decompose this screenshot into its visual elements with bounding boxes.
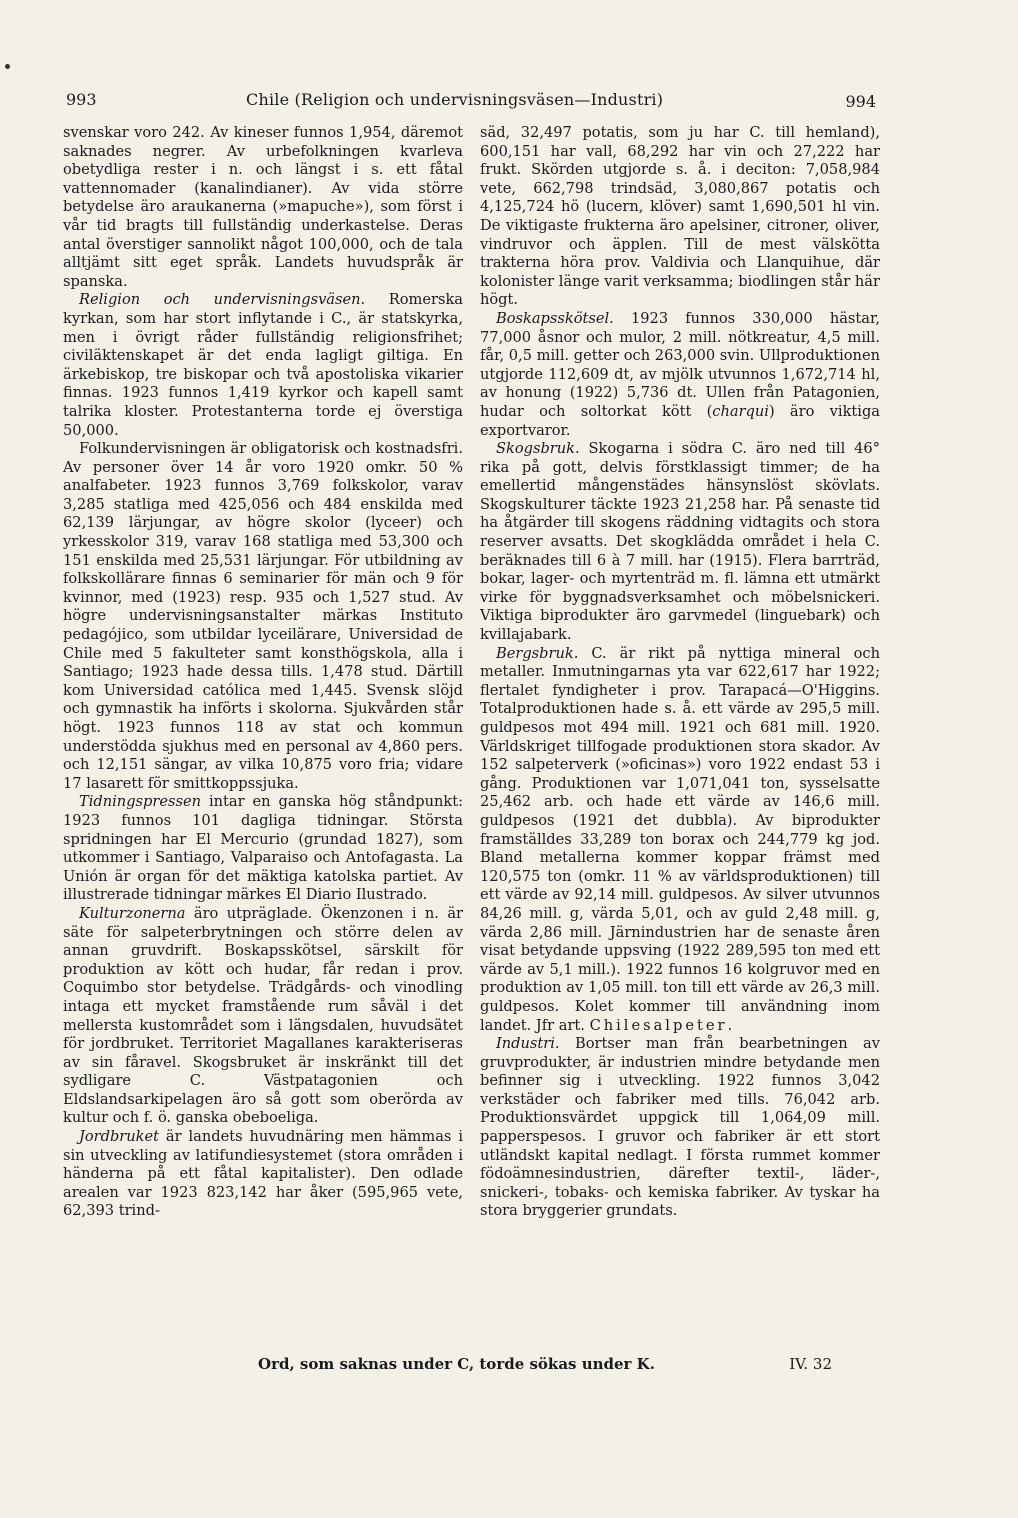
paragraph-agriculture: Jordbruket är landets huvudnäring men hämmas i sin utveckling av latifundiesystemet (stora områden i händerna på ett fåtal kapitalister). Den odlade arealen var 1923 823,142 har åker (595,965 vete, 62,393 trind- bbox=[63, 1128, 463, 1220]
paragraph-forestry: Skogsbruk. Skogarna i södra C. äro ned till 46° rika på gott, delvis förstklassigt timmer; de ha emellertid mångenstädes hänsynslöst skövlats. Skogskulturer täckte 1923 21,258 har. På senaste tid ha åtgärder till skogens räddning vidtagits och stora reserver avsatts. Det skogklädda området i hela C. beräknades till 6 à 7 mill. har (1915). Flera barrträd, bokar, lager- och myrtenträd m. fl. lämna ett utmärkt virke för byggnadsverksamhet och möbelsnickeri. Viktiga biprodukter äro garvmedel (linguebark) och kvillajabark. bbox=[480, 440, 880, 644]
running-title: Chile (Religion och undervisningsväsen—Industri) bbox=[246, 90, 664, 109]
section-heading-agriculture: Jordbruket bbox=[79, 1128, 160, 1146]
page-number-left: 993 bbox=[66, 90, 97, 109]
paragraph-press: Tidningspressen intar en ganska hög ståndpunkt: 1923 funnos 101 dagliga tidningar. Största spridningen har El Mercurio (grundad 1827), som utkommer i Santiago, Valparaiso och Antofagasta. La Unión är organ för det mäktiga katolska partiet. Av illustrerade tidningar märkes El Diario Ilustrado. bbox=[63, 793, 463, 904]
section-heading-livestock: Boskapsskötsel. bbox=[496, 309, 614, 327]
page-number-right: 994 bbox=[845, 92, 876, 111]
paragraph-mining: Bergsbruk. C. är rikt på nyttiga mineral och metaller. Inmutningarnas yta var 622,617 har 1922; flertalet fyndigheter i prov. Tarapacá—O'Higgins. Totalproduktionen hade s. å. ett värde av 295,5 mill. guldpesos mot 494 mill. 1921 och 681 mill. 1920. Världskriget tillfogade produktionen stora skador. Av 152 salpeterverk (»oficinas») voro 1922 endast 53 i gång. Produktionen var 1,071,041 ton, sysselsatte 25,462 arb. och hade ett värde av 146,6 mill. guldpesos (1921 det dubbla). Av biprodukter framställdes 33,289 ton borax och 244,779 kg jod. Bland metallerna kommer koppar främst med 120,575 ton (omkr. 11 % av världsproduktionen) till ett värde av 92,14 mill. guldpesos. Av silver utvunnos 84,26 mill. g, värda 5,01, och av guld 2,48 mill. g, värda 2,86 mill. Järnindustrien har de senaste åren visat betydande uppsving (1922 289,595 ton med ett värde av 5,1 mill.). 1922 funnos 16 kolgruvor med en produktion av 1,05 mill. ton till ett värde av 26,3 mill. guldpesos. Kolet kommer till användning inom landet. Jfr art. Chilesalpeter. bbox=[480, 644, 880, 1034]
section-heading-press: Tidningspressen bbox=[79, 793, 202, 811]
section-heading-forestry: Skogsbruk. bbox=[496, 440, 580, 458]
left-column bbox=[63, 124, 463, 1221]
footer-note: Ord, som saknas under C, torde sökas under K. bbox=[258, 1355, 655, 1373]
section-heading-religion: Religion och undervisningsväsen. bbox=[79, 291, 366, 309]
signature-mark: IV. 32 bbox=[789, 1355, 832, 1373]
paragraph-population: svenskar voro 242. Av kineser funnos 1,954, däremot saknades negrer. Av urbefolkningen kvarleva obetydliga rester i n. och längst i s. ett fåtal vattennomader (kanalindianer). Av vida större betydelse äro araukanerna (»mapuche»), som först i vår tid bragts till fullständig underkastelse. Deras antal överstiger sannolikt något 100,000, och de tala alltjämt sitt eget språk. Landets huvudspråk är spanska. bbox=[63, 124, 463, 290]
paragraph-religion: Religion och undervisningsväsen. Romerska kyrkan, som har stort inflytande i C., är statskyrka, men i övrigt råder fullständig religionsfrihet; civiläktenskapet är det enda lagligt giltiga. En ärkebiskop, tre biskopar och två apostoliska vikarier finnas. 1923 funnos 1,419 kyrkor och kapell samt talrika kloster. Protestanterna torde ej överstiga 50,000. bbox=[63, 291, 463, 439]
page-footer bbox=[258, 1355, 838, 1377]
margin-mark bbox=[5, 64, 10, 69]
cross-reference: Chilesalpeter bbox=[589, 1016, 728, 1034]
paragraph-education: Folkundervisningen är obligatorisk och kostnadsfri. Av personer över 14 år voro 1920 omkr. 50 % analfabeter. 1923 funnos 3,769 folkskolor, varav 3,285 statliga med 425,056 och 484 enskilda med 62,139 lärjungar, av högre skolor (lyceer) och yrkesskolor 319, varav 168 statliga med 53,300 och 151 enskilda med 25,531 lärjungar. För utbildning av folkskollärare finnas 6 seminarier för män och 9 för kvinnor, med (1923) resp. 935 och 1,527 stud. Av högre undervisningsanstalter märkas Instituto pedagójico, som utbildar lyceilärare, Universidad de Chile med 5 fakulteter samt konsthögskola, alla i Santiago; 1923 hade dessa tills. 1,478 stud. Därtill kom Universidad católica med 1,445. Svensk slöjd och gymnastik ha införts i skolorna. Sjukvården står högt. 1923 funnos 118 av stat och kommun understödda sjukhus med en personal av 4,860 pers. och 12,151 sängar, av vilka 10,875 voro fria; vidare 17 lasarett för smittkoppssjuka. bbox=[63, 440, 463, 792]
page-header bbox=[64, 88, 884, 114]
paragraph-culture-zones: Kulturzonerna äro utpräglade. Ökenzonen i n. är säte för salpeterbrytningen och större delen av annan gruvdrift. Boskapsskötsel, särskilt för produktion av kött och hudar, får redan i prov. Coquimbo stor betydelse. Trädgårds- och vinodling intaga ett mycket framstående rum såväl i det mellersta kustområdet som i längsdalen, huvudsätet för jordbruket. Territoriet Magallanes karakteriseras av sin fåravel. Skogsbruket är inskränkt till det sydligare C. Västpatagonien och Eldslandsarkipelagen äro så gott som oberörda av kultur och f. ö. ganska obeboeliga. bbox=[63, 904, 463, 1127]
section-heading-culture-zones: Kulturzonerna bbox=[79, 904, 186, 922]
right-column bbox=[480, 124, 880, 1221]
paragraph-livestock: Boskapsskötsel. 1923 funnos 330,000 hästar, 77,000 åsnor och mulor, 2 mill. nötkreatur, 4,5 mill. får, 0,5 mill. getter och 263,000 svin. Ullproduktionen utgjorde 112,609 dt, av mjölk utvunnos 1,672,714 hl, av honung (1922) 5,736 dt. Ullen från Patagonien, hudar och soltorkat kött (charqui) äro viktiga exportvaror. bbox=[480, 309, 880, 439]
paragraph-industry: Industri. Bortser man från bearbetningen av gruvprodukter, är industrien mindre betydande men befinner sig i utveckling. 1922 funnos 3,042 verkstäder och fabriker med tills. 76,042 arb. Produktionsvärdet uppgick till 1,064,09 mill. papperspesos. I gruvor och fabriker är ett stort utländskt kapital nedlagt. I första rummet kommer födoämnesindustrien, därefter textil-, läder-, snickeri-, tobaks- och kemiska fabriker. Av tyskar ha stora bryggerier grundats. bbox=[480, 1035, 880, 1220]
paragraph-crops: säd, 32,497 potatis, som ju har C. till hemland), 600,151 har vall, 68,292 har vin och 27,222 har frukt. Skörden utgjorde s. å. i deciton: 7,058,984 vete, 662,798 trindsäd, 3,080,867 potatis och 4,125,724 hö (lucern, klöver) samt 1,690,501 hl vin. De viktigaste frukterna äro apelsiner, citroner, oliver, vindruvor och äpplen. Till de mest välskötta trakterna höra prov. Valdivia och Llanquihue, där kolonister länge varit verksamma; biodlingen står här högt. bbox=[480, 124, 880, 309]
section-heading-mining: Bergsbruk. bbox=[496, 644, 579, 662]
section-heading-industry: Industri. bbox=[496, 1035, 560, 1053]
